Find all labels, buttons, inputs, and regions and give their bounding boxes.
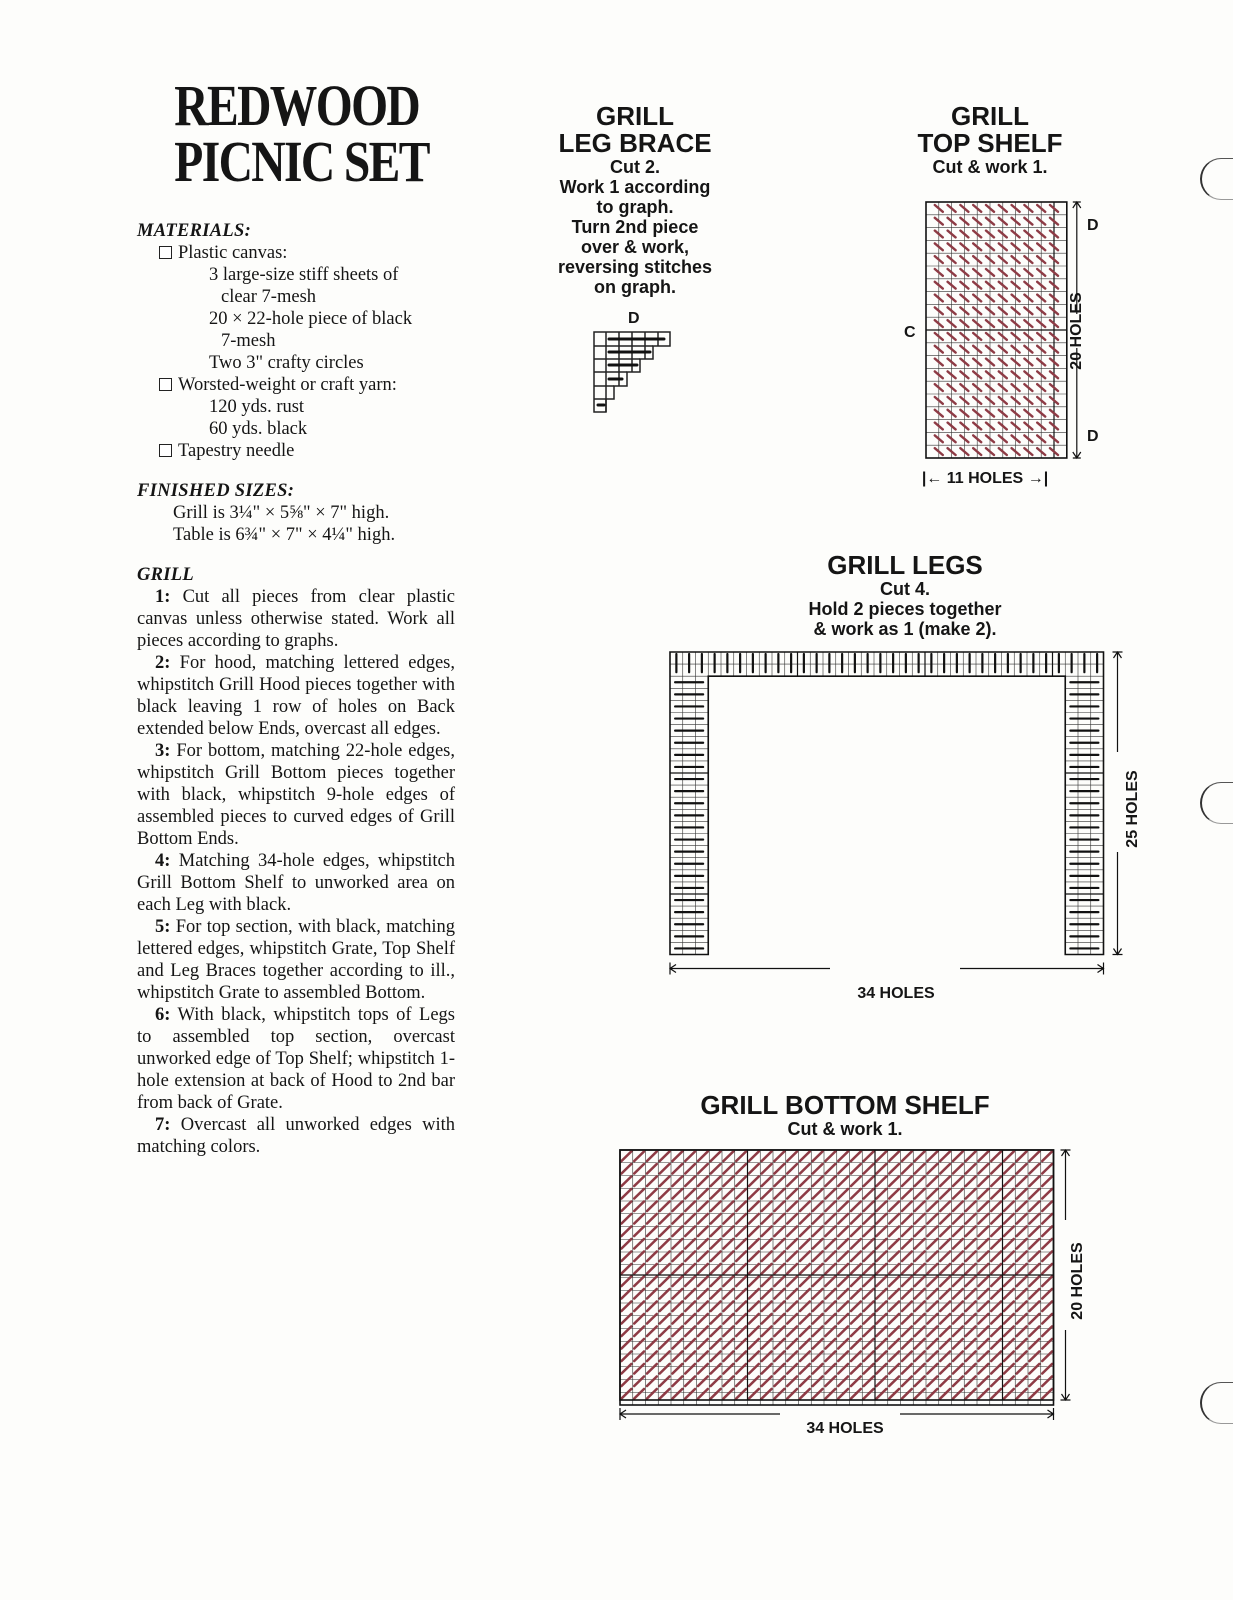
legs-stitches xyxy=(675,654,1098,948)
legs-header xyxy=(760,552,1050,639)
legs-height-label: 25 HOLES xyxy=(1124,770,1141,848)
bottom-shelf-width-label: 34 HOLES xyxy=(806,1420,884,1437)
material-item: Worsted-weight or craft yarn: xyxy=(137,374,455,396)
page-title xyxy=(174,73,429,194)
legs-note: Cut 4. xyxy=(879,579,930,599)
grill-step: 6: With black, whipstitch tops of Legs to assembled top section, overcast unworked edge of Top Shelf; whipstitch 1-hole extension at back of Hood to 2nd bar from back of Grate. xyxy=(137,1005,456,1113)
top-shelf-header xyxy=(895,103,1085,177)
legs-note: & work as 1 (make 2). xyxy=(813,619,997,639)
material-item: Tapestry needle xyxy=(137,440,455,462)
legs-outline xyxy=(670,652,1104,955)
leg-brace-note: on graph. xyxy=(594,277,676,297)
checkbox-icon xyxy=(159,378,172,391)
legs-grid xyxy=(670,652,1104,955)
top-shelf-edge-d-top: D xyxy=(1087,217,1099,234)
top-shelf-edge-c: C xyxy=(904,324,916,341)
bottom-shelf-height-label: 20 HOLES xyxy=(1069,1242,1086,1320)
checkbox-icon xyxy=(159,246,172,259)
material-sub: 20 × 22-hole piece of black xyxy=(209,309,413,329)
bottom-shelf-title: GRILL BOTTOM SHELF xyxy=(700,1090,990,1120)
grill-step: 4: Matching 34-hole edges, whipstitch Grill Bottom Shelf to unworked area on each Leg with black. xyxy=(137,851,456,915)
materials-list xyxy=(137,242,455,462)
grill-step: 3: For bottom, matching 22-hole edges, whipstitch Grill Bottom pieces together with black, whipstitch 9-hole edges of assembled pieces to curved edges of Grill Bottom Ends. xyxy=(137,741,455,849)
top-shelf-title-1: GRILL xyxy=(951,101,1029,131)
legs-title: GRILL LEGS xyxy=(827,550,983,580)
arrow-left-icon: |← xyxy=(921,470,943,487)
leg-brace-note: over & work, xyxy=(580,237,690,257)
top-shelf-width-label: |← 11 HOLES →| xyxy=(921,470,1049,487)
leg-brace-note: Work 1 according xyxy=(559,177,711,197)
material-item: Plastic canvas: xyxy=(137,242,455,264)
material-sub: 3 large-size stiff sheets of xyxy=(209,265,399,285)
binder-hole xyxy=(1200,782,1233,824)
material-sub: Two 3" crafty circles xyxy=(209,353,364,373)
legs-note: Hold 2 pieces together xyxy=(808,599,1002,619)
top-shelf-title-2: TOP SHELF xyxy=(917,128,1063,158)
legs-graph xyxy=(670,652,1120,982)
legs-dividers xyxy=(670,652,1104,894)
instructions-column xyxy=(137,220,455,1158)
binder-hole xyxy=(1200,158,1233,200)
grill-step: 5: For top section, with black, matching lettered edges, whipstitch Grate, Top Shelf and Leg Braces together according to ill., whipstitch Grate to assembled Bottom. xyxy=(137,917,455,1003)
leg-brace-note: Turn 2nd piece xyxy=(571,217,699,237)
leg-brace-note: Cut 2. xyxy=(609,157,660,177)
title-line-1: REDWOOD xyxy=(174,73,420,138)
top-shelf-graph xyxy=(920,200,1070,462)
leg-brace-note: reversing stitches xyxy=(557,257,713,277)
title-line-2: PICNIC SET xyxy=(174,129,429,194)
legs-height-arrow xyxy=(1113,652,1123,955)
grill-heading: GRILL xyxy=(137,565,194,585)
grill-step: 7: Overcast all unworked edges with matching colors. xyxy=(137,1115,456,1157)
bottom-shelf-width-arrow xyxy=(620,1408,1054,1420)
top-shelf-height-label: 20 HOLES xyxy=(1068,292,1085,370)
grill-step: 2: For hood, matching lettered edges, whipstitch Grill Hood pieces together with black leaving 1 row of holes on Back extended below Ends, overcast all edges. xyxy=(137,653,455,739)
leg-brace-header xyxy=(545,103,725,297)
leg-brace-title-1: GRILL xyxy=(596,101,674,131)
top-shelf-note: Cut & work 1. xyxy=(932,157,1048,177)
grill-steps xyxy=(137,586,455,1158)
arrow-right-icon: →| xyxy=(1027,470,1049,487)
top-shelf-edge-d-bottom: D xyxy=(1087,428,1099,445)
leg-brace-title-2: LEG BRACE xyxy=(558,128,712,158)
finished-sizes-heading: FINISHED SIZES: xyxy=(137,481,295,501)
bottom-shelf-note: Cut & work 1. xyxy=(787,1119,903,1139)
material-sub: 120 yds. rust xyxy=(209,397,305,417)
material-sub: 60 yds. black xyxy=(209,419,308,439)
binder-hole xyxy=(1200,1382,1233,1424)
legs-width-arrow xyxy=(670,963,1104,975)
finished-size-line: Grill is 3¼" × 5⅝" × 7" high. xyxy=(173,503,390,523)
leg-brace-notes xyxy=(545,157,725,297)
checkbox-icon xyxy=(159,444,172,457)
legs-width-label: 34 HOLES xyxy=(857,985,935,1002)
bottom-shelf-graph xyxy=(620,1150,1080,1445)
finished-size-line: Table is 6¾" × 7" × 4¼" high. xyxy=(173,525,396,545)
grill-step: 1: Cut all pieces from clear plastic canvas unless otherwise stated. Work all pieces according to graphs. xyxy=(137,587,455,651)
leg-brace-graph xyxy=(594,332,674,414)
legs-notes xyxy=(760,579,1050,639)
leg-brace-edge-label: D xyxy=(628,310,640,327)
materials-heading: MATERIALS: xyxy=(137,221,252,241)
bottom-shelf-header xyxy=(660,1092,1030,1139)
leg-brace-note: to graph. xyxy=(596,197,674,217)
material-sub: clear 7-mesh xyxy=(221,287,317,307)
material-sub: 7-mesh xyxy=(221,331,276,351)
